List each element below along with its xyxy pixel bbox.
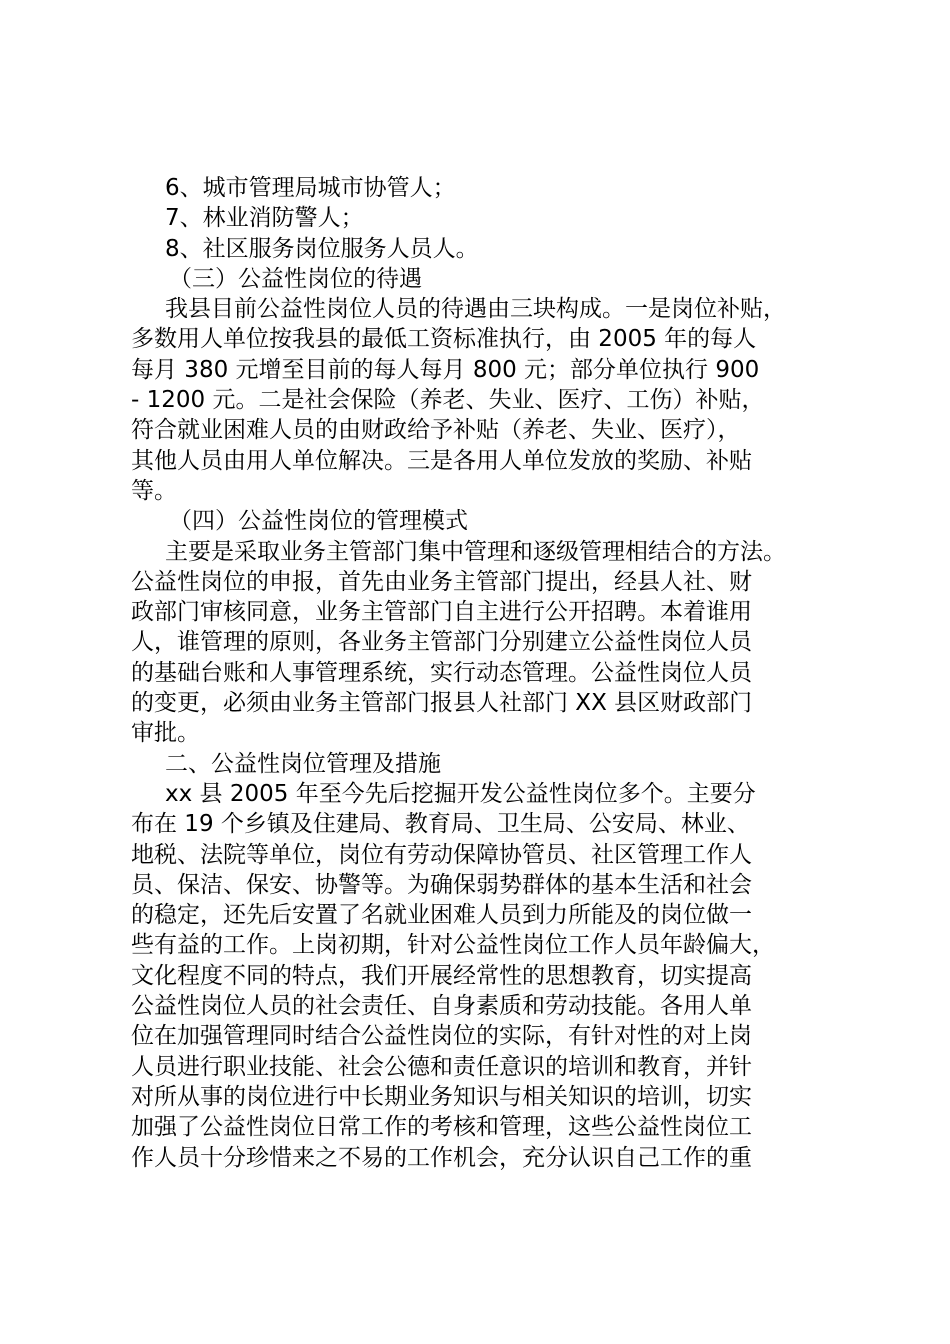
paragraph-line: 的稳定，还先后安置了名就业困难人员到力所能及的岗位做一 <box>131 902 752 929</box>
paragraph-line: 加强了公益性岗位日常工作的考核和管理，这些公益性岗位工 <box>131 1114 752 1141</box>
paragraph-line: 些有益的工作。上岗初期，针对公益性岗位工作人员年龄偏大， <box>131 932 775 959</box>
section-heading-2: 二、公益性岗位管理及措施 <box>165 750 441 777</box>
section-heading-3: （三）公益性岗位的待遇 <box>169 265 422 292</box>
paragraph-line: 地税、法院等单位，岗位有劳动保障协管员、社区管理工作人 <box>131 841 752 868</box>
paragraph-line: - 1200 元。二是社会保险（养老、失业、医疗、工伤）补贴， <box>131 387 765 414</box>
paragraph-line: 公益性岗位人员的社会责任、自身素质和劳动技能。各用人单 <box>131 993 752 1020</box>
paragraph-line: 每月 380 元增至目前的每人每月 800 元；部分单位执行 900 <box>131 356 760 383</box>
list-item-8: 8、社区服务岗位服务人员人。 <box>165 235 479 262</box>
paragraph-line: 人员进行职业技能、社会公德和责任意识的培训和教育，并针 <box>131 1053 752 1080</box>
paragraph-line: 位在加强管理同时结合公益性岗位的实际，有针对性的对上岗 <box>131 1023 752 1050</box>
paragraph-line: 等。 <box>131 477 177 504</box>
list-item-6: 6、城市管理局城市协管人； <box>165 175 456 201</box>
paragraph-line: 的基础台账和人事管理系统，实行动态管理。公益性岗位人员 <box>131 659 752 686</box>
paragraph-line: 我县目前公益性岗位人员的待遇由三块构成。一是岗位补贴， <box>165 296 786 323</box>
paragraph-line: 文化程度不同的特点，我们开展经常性的思想教育，切实提高 <box>131 962 752 989</box>
paragraph-line: 符合就业困难人员的由财政给予补贴（养老、失业、医疗）， <box>131 417 741 444</box>
body-text <box>131 173 851 1173</box>
paragraph-line: 多数用人单位按我县的最低工资标准执行，由 2005 年的每人 <box>131 326 757 353</box>
section-heading-4: （四）公益性岗位的管理模式 <box>169 508 468 535</box>
paragraph-line: 政部门审核同意，业务主管部门自主进行公开招聘。本着谁用 <box>131 599 752 626</box>
paragraph-line: 公益性岗位的申报，首先由业务主管部门提出，经县人社、财 <box>131 568 752 595</box>
paragraph-line: 布在 19 个乡镇及住建局、教育局、卫生局、公安局、林业、 <box>131 811 750 838</box>
list-item-7: 7、林业消防警人； <box>165 205 364 232</box>
paragraph-line: 作人员十分珍惜来之不易的工作机会，充分认识自己工作的重 <box>131 1144 752 1171</box>
paragraph-line: 对所从事的岗位进行中长期业务知识与相关知识的培训，切实 <box>131 1083 752 1110</box>
paragraph-line: 主要是采取业务主管部门集中管理和逐级管理相结合的方法。 <box>165 538 786 565</box>
paragraph-line: 审批。 <box>131 720 200 747</box>
paragraph-line: 的变更，必须由业务主管部门报县人社部门 XX 县区财政部门 <box>131 690 753 717</box>
paragraph-line: 人，谁管理的原则，各业务主管部门分别建立公益性岗位人员 <box>131 629 752 656</box>
paragraph-line: 员、保洁、保安、协警等。为确保弱势群体的基本生活和社会 <box>131 871 752 898</box>
paragraph-line: 其他人员由用人单位解决。三是各用人单位发放的奖励、补贴 <box>131 447 752 474</box>
paragraph-line: xx 县 2005 年至今先后挖掘开发公益性岗位多个。主要分 <box>165 780 756 807</box>
